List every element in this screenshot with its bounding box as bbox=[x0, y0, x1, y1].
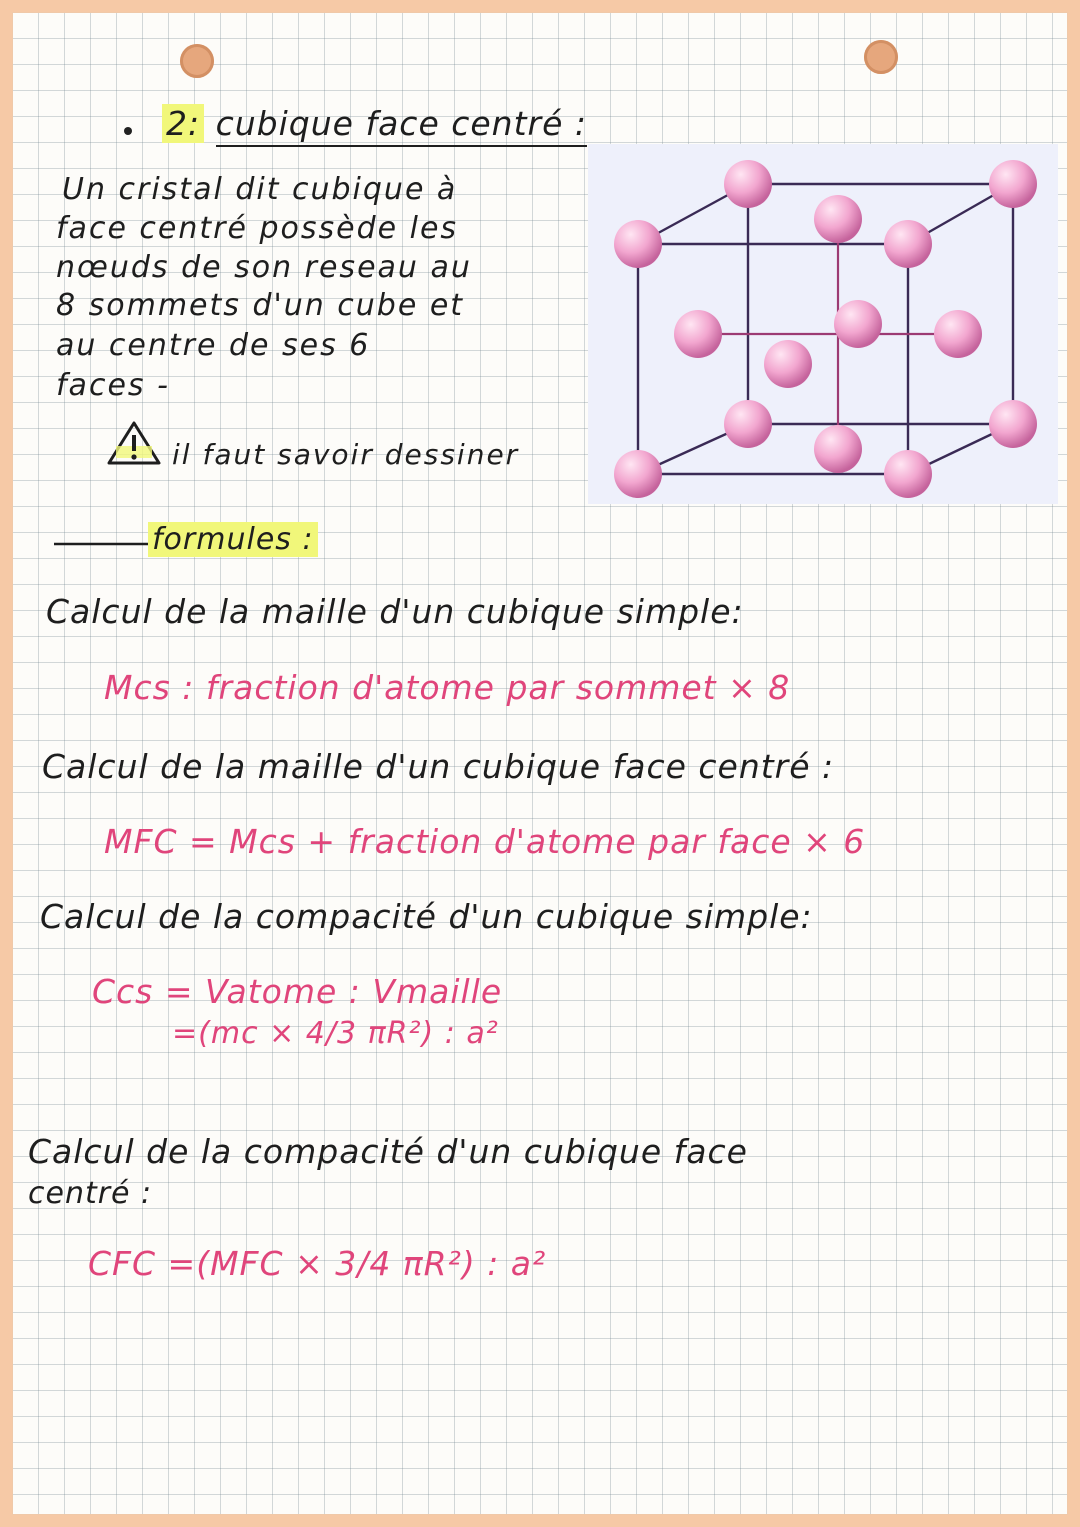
face-center-atom bbox=[764, 340, 812, 388]
warning-text: il faut savoir dessiner bbox=[172, 438, 520, 471]
section-title: centré : bbox=[28, 1176, 153, 1211]
face-center-atom bbox=[674, 310, 722, 358]
definition-line: nœuds de son reseau au bbox=[56, 250, 472, 285]
definition-line: face centré possède les bbox=[56, 211, 459, 246]
section-title: Calcul de la compacité d'un cubique simple: bbox=[40, 897, 813, 936]
fcc-cube-diagram bbox=[588, 144, 1058, 504]
face-center-atom bbox=[934, 310, 982, 358]
face-center-atom bbox=[814, 425, 862, 473]
corner-atom bbox=[724, 400, 772, 448]
corner-atom bbox=[614, 450, 662, 498]
warning-triangle-icon bbox=[106, 420, 162, 466]
corner-atom bbox=[724, 160, 772, 208]
punch-hole-left bbox=[180, 44, 214, 78]
heading-title: cubique face centré : bbox=[216, 104, 587, 147]
face-center-atom bbox=[814, 195, 862, 243]
formules-label-text: formules : bbox=[148, 522, 318, 557]
formules-label bbox=[148, 522, 318, 557]
formula: Ccs = Vatome : Vmaille bbox=[92, 972, 503, 1011]
bullet-dot bbox=[124, 127, 132, 135]
definition-line: au centre de ses 6 bbox=[56, 328, 371, 363]
section-title: Calcul de la compacité d'un cubique face bbox=[28, 1132, 748, 1171]
section-title: Calcul de la maille d'un cubique simple: bbox=[46, 592, 744, 631]
punch-hole-right bbox=[864, 40, 898, 74]
formula: MFC = Mcs + fraction d'atome par face × 6 bbox=[104, 822, 866, 861]
definition-line: 8 sommets d'un cube et bbox=[56, 288, 465, 323]
formula: Mcs : fraction d'atome par sommet × 8 bbox=[104, 668, 791, 707]
formula: CFC =(MFC × 3/4 πR²) : a² bbox=[88, 1244, 547, 1283]
definition-line: faces - bbox=[56, 368, 170, 403]
notebook-page bbox=[12, 12, 1068, 1515]
heading-number: 2: bbox=[162, 104, 204, 143]
section-heading bbox=[162, 104, 587, 143]
section-title: Calcul de la maille d'un cubique face centré : bbox=[42, 747, 835, 786]
corner-atom bbox=[989, 400, 1037, 448]
corner-atom bbox=[989, 160, 1037, 208]
face-center-atom bbox=[834, 300, 882, 348]
corner-atom bbox=[884, 220, 932, 268]
corner-atom bbox=[884, 450, 932, 498]
formula: =(mc × 4/3 πR²) : a² bbox=[172, 1016, 499, 1051]
definition-line: Un cristal dit cubique à bbox=[62, 172, 458, 207]
corner-atom bbox=[614, 220, 662, 268]
